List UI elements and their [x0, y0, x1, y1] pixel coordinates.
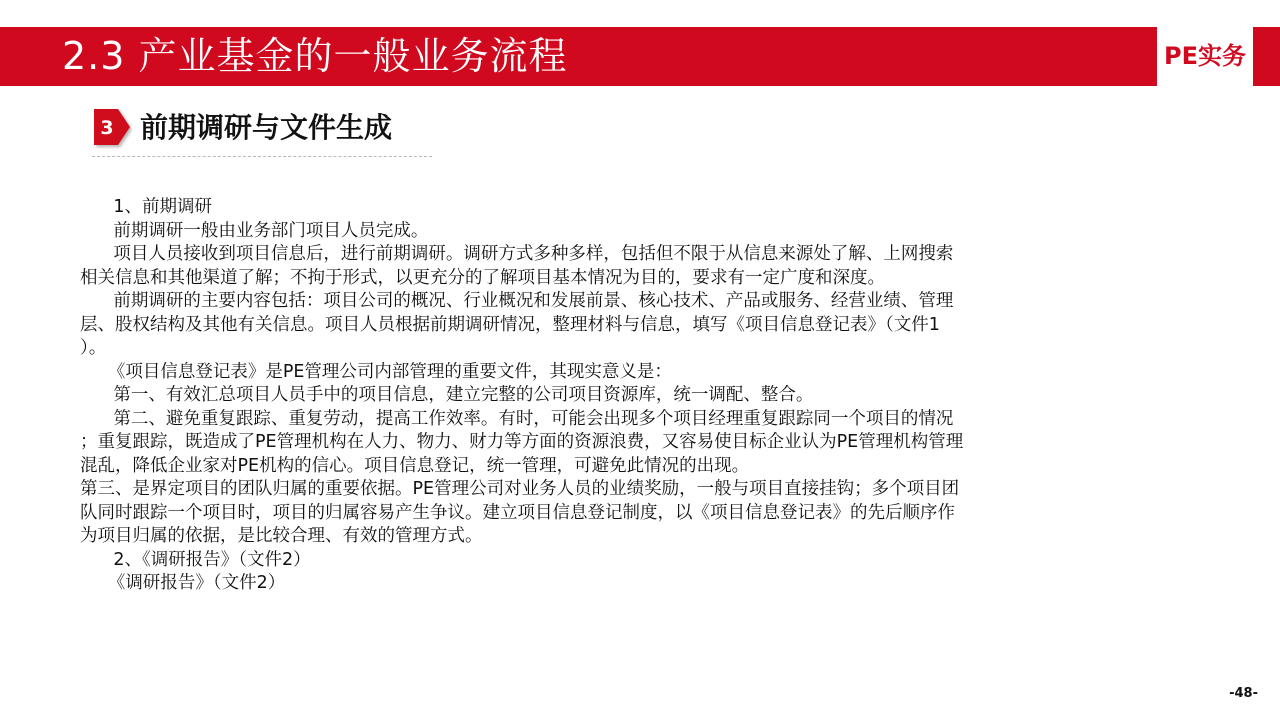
section-number: 3	[100, 117, 114, 139]
body-line: 《调研报告》（文件2）	[80, 573, 286, 593]
section-divider	[92, 156, 432, 157]
body-content	[80, 196, 1170, 596]
section-title: 前期调研与文件生成	[140, 111, 393, 144]
body-line: 项目人员接收到项目信息后，进行前期调研。调研方式多种多样，包括但不限于从信息来源处了解、上网搜索	[80, 244, 954, 264]
body-line: 1、前期调研	[80, 197, 213, 217]
body-line: 混乱，降低企业家对PE机构的信心。项目信息登记，统一管理，可避免此情况的出现。	[80, 455, 750, 476]
page-number: -48-	[1229, 686, 1258, 701]
body-line: ）。	[80, 338, 107, 358]
body-line: 前期调研一般由业务部门项目人员完成。	[80, 220, 429, 241]
header-bar	[0, 27, 1280, 86]
body-line: 《项目信息登记表》是PE管理公司内部管理的重要文件，其现实意义是：	[80, 361, 672, 382]
body-line: 相关信息和其他渠道了解；不拘于形式，以更充分的了解项目基本情况为目的，要求有一定广度和深度。	[80, 267, 885, 288]
brand-logo	[1157, 27, 1253, 86]
badge-arrow-icon	[92, 105, 132, 149]
body-line: 第二、避免重复跟踪、重复劳动，提高工作效率。有时，可能会出现多个项目经理重复跟踪同一个项目的情况	[80, 408, 954, 429]
body-line: 为项目归属的依据，是比较合理、有效的管理方式。	[80, 526, 483, 546]
body-line: 2、《调研报告》（文件2）	[80, 549, 311, 570]
brand-text: PE实务	[1164, 42, 1246, 70]
body-line: 前期调研的主要内容包括：项目公司的概况、行业概况和发展前景、核心技术、产品或服务、经营业绩、管理	[80, 291, 954, 311]
page-title: 2.3 产业基金的一般业务流程	[62, 34, 568, 78]
body-line: 第三、是界定项目的团队归属的重要依据。PE管理公司对业务人员的业绩奖励，一般与项目直接挂钩；多个项目团	[80, 479, 960, 499]
body-line: 第一、有效汇总项目人员手中的项目信息，建立完整的公司项目资源库，统一调配、整合。	[80, 385, 814, 405]
body-line: ；重复跟踪，既造成了PE管理机构在人力、物力、财力等方面的资源浪费，又容易使目标企业认为PE管理机构管理	[80, 432, 964, 452]
section-number-badge	[92, 105, 132, 149]
body-line: 队同时跟踪一个项目时，项目的归属容易产生争议。建立项目信息登记制度，以《项目信息登记表》的先后顺序作	[80, 502, 955, 523]
body-line: 层、股权结构及其他有关信息。项目人员根据前期调研情况，整理材料与信息，填写《项目信息登记表》（文件1	[80, 314, 940, 335]
